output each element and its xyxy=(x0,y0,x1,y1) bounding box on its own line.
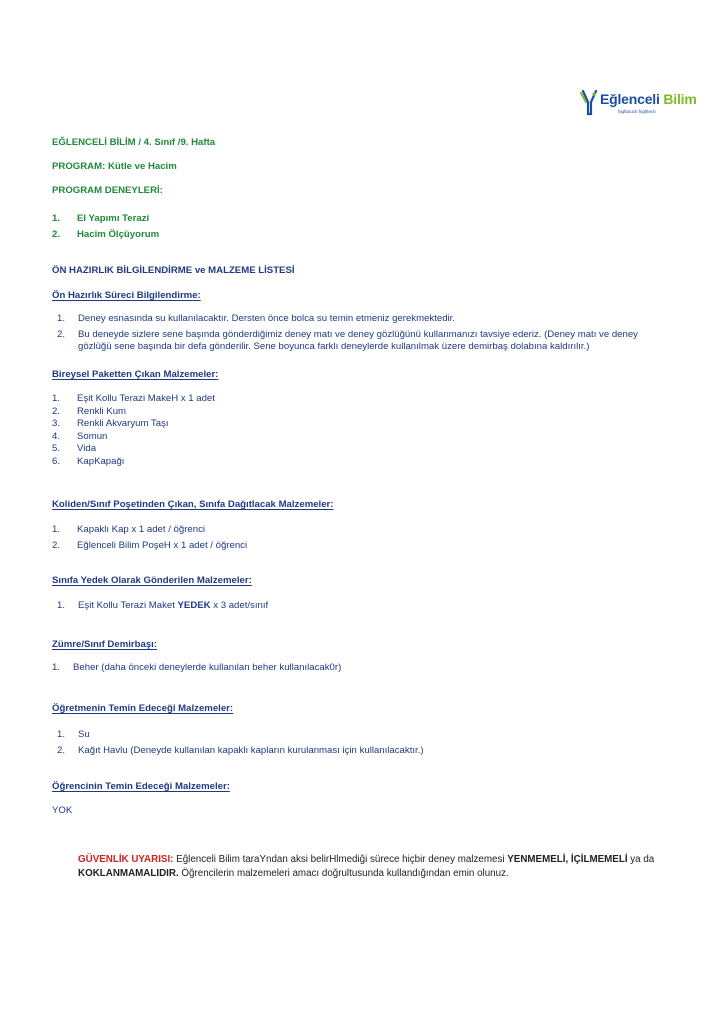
prep-subheading: Ön Hazırlık Süreci Bilgilendirme: xyxy=(52,290,201,301)
spare-heading: Sınıfa Yedek Olarak Gönderilen Malzemeler: xyxy=(52,575,252,586)
list-item: 5. Vida xyxy=(52,443,97,454)
spare-item: 1. Eşit Kollu Terazi Maket YEDEK x 3 adet/sınıf xyxy=(57,600,269,611)
brand-name xyxy=(600,91,697,107)
list-item: 3. Renkli Akvaryum Taşı xyxy=(52,418,169,429)
prep-heading: ÖN HAZIRLIK BİLGİLENDİRME ve MALZEME LİSTESİ xyxy=(52,265,295,276)
warning-label: GÜVENLİK UYARISI: xyxy=(78,854,174,865)
student-heading: Öğrencinin Temin Edeceği Malzemeler: xyxy=(52,781,230,792)
parcel-list xyxy=(52,522,247,554)
brand-name-part2: Bilim xyxy=(663,91,697,107)
list-item: 1. Su xyxy=(57,729,90,740)
list-item: 2. Eğlenceli Bilim PoşeH x 1 adet / öğrenci xyxy=(52,540,248,551)
prep-list xyxy=(57,313,657,354)
list-item: 1. Beher (daha önceki deneylerde kullanılan beher kullanılacak0r) xyxy=(52,662,342,673)
list-item: 4. Somun xyxy=(52,430,108,442)
experiments-list xyxy=(52,211,159,243)
individual-heading: Bireysel Paketten Çıkan Malzemeler: xyxy=(52,369,219,380)
inventory-list xyxy=(52,662,341,675)
brand-logo xyxy=(580,90,697,120)
student-value: YOK xyxy=(52,805,73,816)
list-item: 2. Bu deneyde sizlere sene başında gönderdiğimiz deney matı ve deney gözlüğünü kullanmanızı tavsiye ederiz. (Deney matı ve deney gözlüğü sene başında bir defa gönderilir. Sene boyunca farklı deneylerde kullanılmak üzere demirbaş dolabına kaldırılır.) xyxy=(57,328,638,352)
list-item: 1. El Yapımı Terazi xyxy=(52,213,150,224)
list-item: 2. Hacim Ölçüyorum xyxy=(52,229,160,240)
document-title: EĞLENCELİ BİLİM / 4. Sınıf /9. Hafta xyxy=(52,137,216,148)
teacher-heading: Öğretmenin Temin Edeceği Malzemeler: xyxy=(52,703,234,714)
list-item: 6. KapKapağı xyxy=(52,455,125,467)
list-item: 1. Kapaklı Kap x 1 adet / öğrenci xyxy=(52,524,205,535)
list-item: 1. Eşit Kollu Terazi MakeH x 1 adet xyxy=(52,393,215,404)
parcel-heading: Koliden/Sınıf Poşetinden Çıkan, Sınıfa Dağıtlacak Malzemeler: xyxy=(52,499,334,510)
flask-logo-icon xyxy=(580,90,598,116)
list-item: 1. Deney esnasında su kullanılacaktır. Dersten önce bolca su temin etmeniz gerekmektedir. xyxy=(57,313,456,324)
experiments-heading: PROGRAM DENEYLERİ: xyxy=(52,185,163,196)
inventory-heading: Zümre/Sınıf Demirbaşı: xyxy=(52,639,158,650)
list-item: 2. Kağıt Havlu (Deneyde kullanılan kapaklı kapların kurulanması için kullanılacaktır.) xyxy=(57,745,424,756)
brand-tagline: hightouch hightech xyxy=(618,109,656,114)
safety-warning: GÜVENLİK UYARISI: Eğlenceli Bilim taraYndan aksi belirHlmediği sürece hiçbir deney malzemesi YENMEMELİ, İÇİLMEMELİ ya da KOKLANMAMALIDIR. Öğrencilerin malzemeleri amacı doğrultusunda kullandığından emin olunuz. xyxy=(78,854,655,879)
brand-name-part1: Eğlenceli xyxy=(600,91,660,107)
program-name: PROGRAM: Kütle ve Hacim xyxy=(52,161,177,172)
list-item: 2. Renkli Kum xyxy=(52,405,127,417)
teacher-list xyxy=(57,727,424,759)
individual-list xyxy=(52,393,215,468)
